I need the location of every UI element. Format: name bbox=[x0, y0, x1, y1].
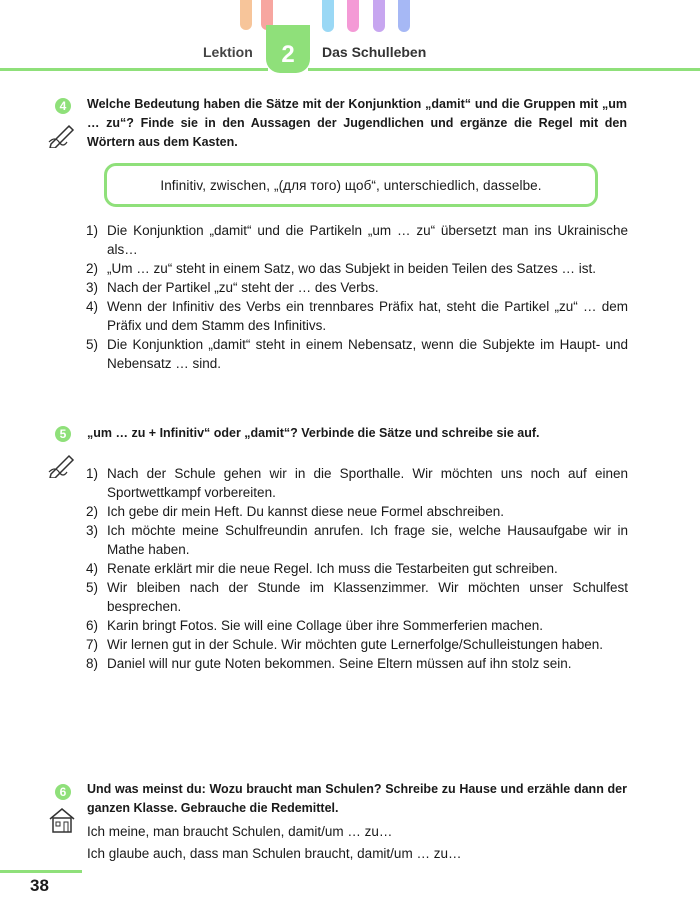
list-item: 3) Nach der Partikel „zu“ steht der … des Verbs. bbox=[86, 280, 379, 295]
list-item: 1) Nach der Schule gehen wir in die Sporthalle. Wir möchten uns noch auf einen Sportwettkampf vorbereiten. bbox=[86, 466, 628, 500]
list-item: 7) Wir lernen gut in der Schule. Wir möchten gute Lernerfolge/Schulleistungen haben. bbox=[86, 637, 604, 652]
header-title: Das Schulleben bbox=[322, 44, 427, 60]
list-item: 1) Die Konjunktion „damit“ und die Partikeln „um … zu“ übersetzt man ins Ukrainische als… bbox=[86, 223, 628, 257]
tab-stripe-1 bbox=[240, 0, 252, 30]
header-rule-right bbox=[308, 68, 700, 71]
word-box: Infinitiv, zwischen, „(для того) щоб“, unterschiedlich, dasselbe. bbox=[104, 163, 598, 207]
header-rule-left bbox=[0, 68, 268, 71]
list-item: 6) Karin bringt Fotos. Sie will eine Collage über ihre Sommerferien machen. bbox=[86, 618, 543, 633]
redemittel-line-2: Ich glaube auch, dass man Schulen braucht, damit/um … zu… bbox=[87, 846, 462, 861]
list-item: 5) Die Konjunktion „damit“ steht in einem Nebensatz, wenn die Subjekte im Haupt- und Nebensatz … sind. bbox=[86, 337, 628, 371]
exercise-6-task: Und was meinst du: Wozu braucht man Schulen? Schreibe zu Hause und erzähle dann der ganzen Klasse. Gebrauche die Redemittel. bbox=[87, 782, 627, 815]
pencil-writing-icon bbox=[47, 120, 77, 148]
exercise-5-task: „um … zu + Infinitiv“ oder „damit“? Verbinde die Sätze und schreibe sie auf. bbox=[87, 426, 540, 440]
redemittel-line-1: Ich meine, man braucht Schulen, damit/um … zu… bbox=[87, 824, 393, 839]
tab-stripe-4 bbox=[347, 0, 359, 32]
page-number: 38 bbox=[30, 876, 49, 895]
header-lektion-label: Lektion bbox=[203, 44, 253, 60]
exercise-6-number: 6 bbox=[55, 784, 71, 800]
exercise-4-task: Welche Bedeutung haben die Sätze mit der Konjunktion „damit“ und die Gruppen mit „um … zu“? Finde sie in den Aussagen der Jugendlichen und ergänze die Regel mit den Wörtern aus dem Kasten. bbox=[87, 97, 627, 149]
exercise-4-list bbox=[86, 221, 628, 373]
list-item: 4) Renate erklärt mir die neue Regel. Ich muss die Testarbeiten gut schreiben. bbox=[86, 561, 558, 576]
exercise-5-list bbox=[86, 464, 628, 673]
list-item: 2) „Um … zu“ steht in einem Satz, wo das Subjekt in beiden Teilen des Satzes … ist. bbox=[86, 261, 596, 276]
tab-stripe-6 bbox=[398, 0, 410, 32]
list-item: 3) Ich möchte meine Schulfreundin anrufen. Ich frage sie, welche Hausaufgabe wir in Mathe haben. bbox=[86, 523, 628, 557]
pencil-writing-icon bbox=[47, 450, 77, 478]
list-item: 8) Daniel will nur gute Noten bekommen. Seine Eltern müssen auf ihn stolz sein. bbox=[86, 656, 572, 671]
exercise-4-number: 4 bbox=[55, 98, 71, 114]
list-item: 2) Ich gebe dir mein Heft. Du kannst diese neue Formel abschreiben. bbox=[86, 504, 504, 519]
exercise-5-number: 5 bbox=[55, 426, 71, 442]
house-homework-icon bbox=[47, 806, 77, 834]
footer-rule bbox=[0, 870, 82, 873]
header-lektion-number: 2 bbox=[266, 25, 310, 73]
list-item: 4) Wenn der Infinitiv des Verbs ein trennbares Präfix hat, steht die Partikel „zu“ … dem Präfix und dem Stamm des Infinitivs. bbox=[86, 299, 628, 333]
tab-stripe-3 bbox=[322, 0, 334, 32]
list-item: 5) Wir bleiben nach der Stunde im Klassenzimmer. Wir möchten unser Schulfest besprechen. bbox=[86, 580, 628, 614]
tab-stripe-5 bbox=[373, 0, 385, 32]
